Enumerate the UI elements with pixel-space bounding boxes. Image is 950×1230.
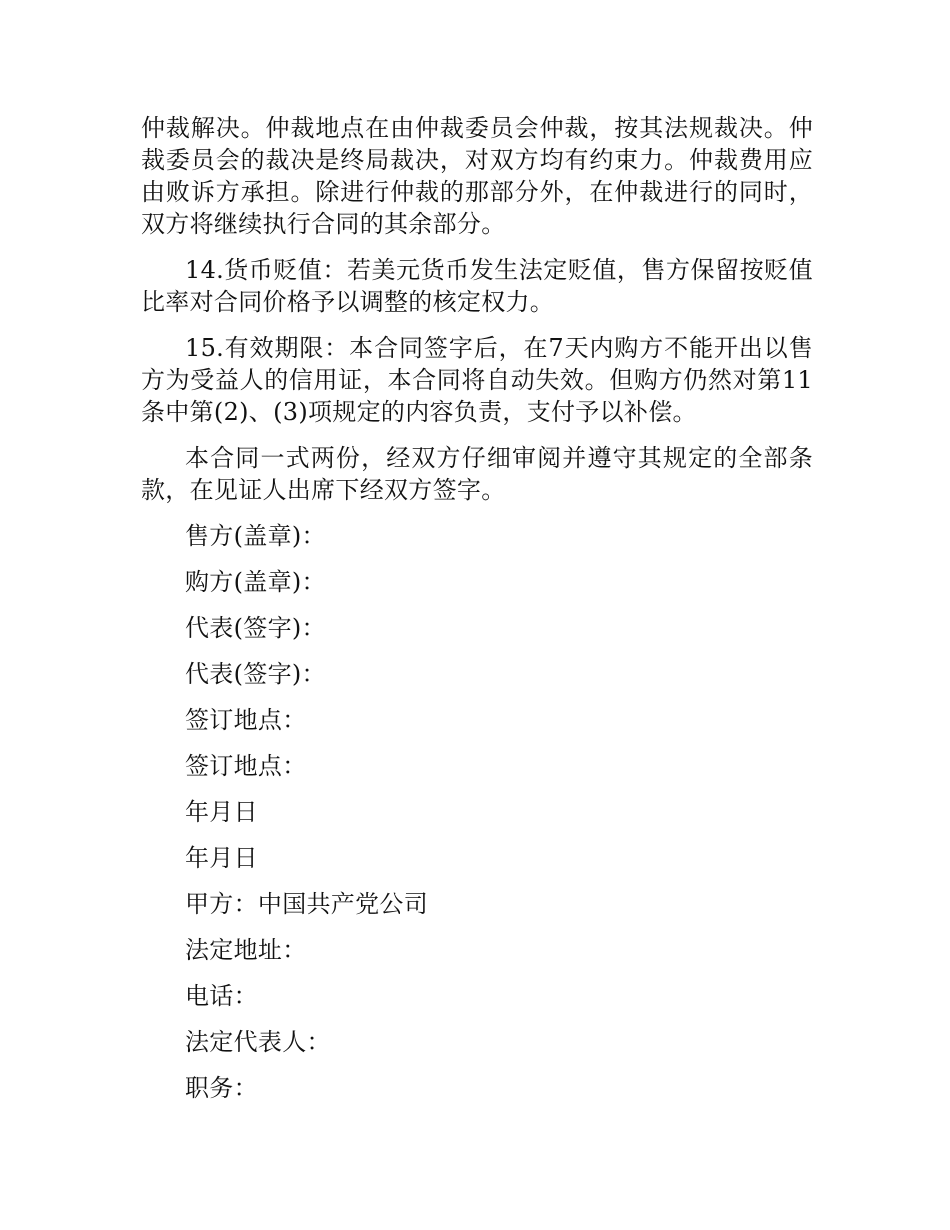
date-line: 年月日 (185, 798, 258, 826)
signing-place-line: 签订地点： (185, 752, 307, 780)
paragraph-clause-14: 14.货币贬值：若美元货币发生法定贬值，售方保留按贬值比率对合同价格予以调整的核定权力。 (141, 256, 813, 316)
buyer-representative-line: 代表(签字)： (185, 660, 326, 688)
legal-representative-line: 法定代表人： (185, 1028, 331, 1056)
legal-address-line: 法定地址： (185, 936, 307, 964)
phone-line: 电话： (185, 982, 258, 1010)
party-a-line: 甲方：中国共产党公司 (185, 890, 428, 918)
buyer-seal-line: 购方(盖章)： (185, 568, 326, 596)
document-page (141, 112, 813, 1118)
date-line: 年月日 (185, 844, 258, 872)
paragraph-copies: 本合同一式两份，经双方仔细审阅并遵守其规定的全部条款，在见证人出席下经双方签字。 (141, 444, 813, 504)
signing-place-line: 签订地点： (185, 706, 307, 734)
signature-block (141, 520, 813, 1118)
seller-representative-line: 代表(签字)： (185, 614, 326, 642)
seller-seal-line: 售方(盖章)： (185, 522, 326, 550)
paragraph-arbitration: 仲裁解决。仲裁地点在由仲裁委员会仲裁，按其法规裁决。仲裁委员会的裁决是终局裁决，对双方均有约束力。仲裁费用应由败诉方承担。除进行仲裁的那部分外，在仲裁进行的同时，双方将继续执行合同的其余部分。 (141, 114, 813, 238)
paragraph-clause-15: 15.有效期限：本合同签字后，在7天内购方不能开出以售方为受益人的信用证，本合同将自动失效。但购方仍然对第11条中第(2)、(3)项规定的内容负责，支付予以补偿。 (141, 334, 813, 426)
position-line: 职务： (185, 1074, 258, 1102)
